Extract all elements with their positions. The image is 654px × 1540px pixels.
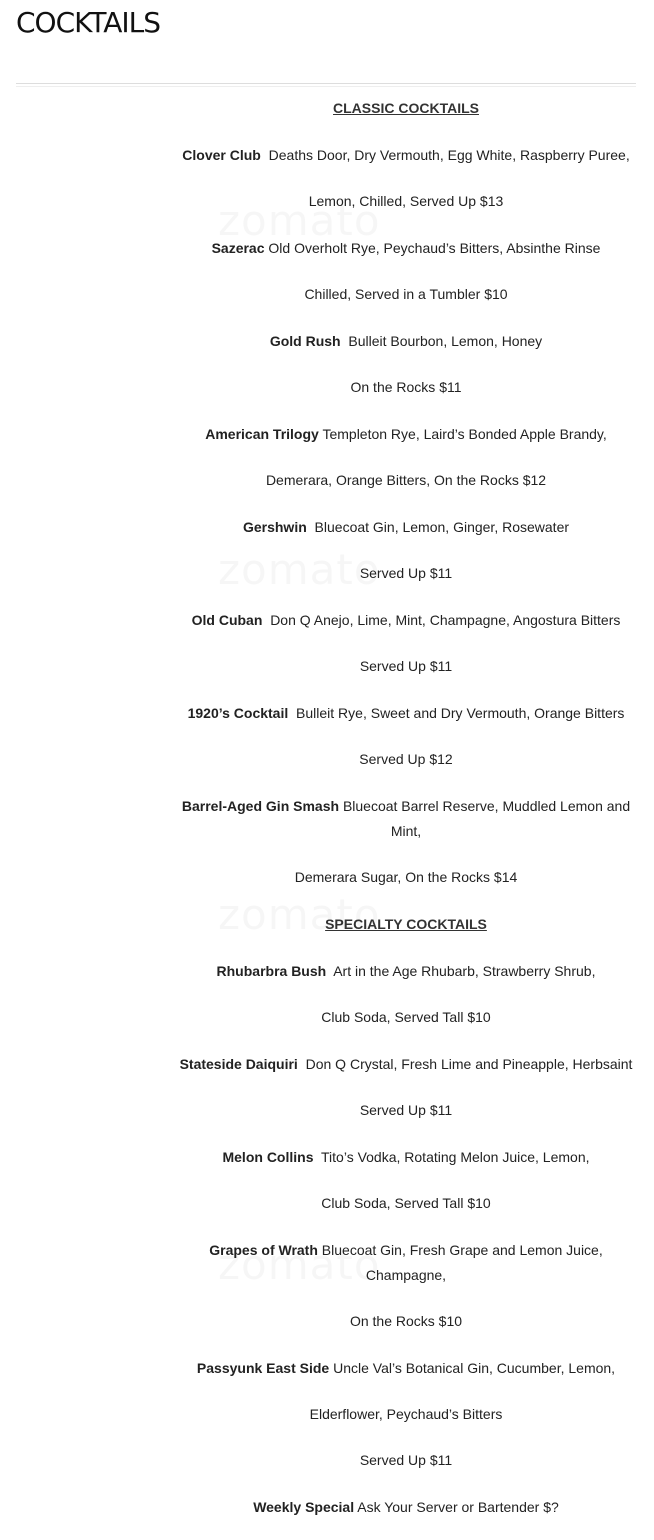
- item-description: Old Overholt Rye, Peychaud’s Bitters, Absinthe Rinse: [268, 240, 601, 256]
- item-detail: Lemon, Chilled, Served Up $13: [308, 193, 504, 209]
- item-name: 1920’s Cocktail: [187, 705, 289, 721]
- menu-item-clover-club: [176, 143, 636, 168]
- item-detail: Served Up $11: [359, 1452, 453, 1468]
- item-name: Passyunk East Side: [196, 1360, 330, 1376]
- item-description: Bluecoat Gin, Fresh Grape and Lemon Juice,: [321, 1242, 603, 1258]
- menu-item-sazerac: [176, 236, 636, 261]
- menu-item-gershwin: [176, 515, 636, 540]
- menu-item-passyunk-east-side: [176, 1356, 636, 1381]
- item-description-wrap: Mint,: [390, 823, 422, 839]
- menu-item-gold-rush: [176, 329, 636, 354]
- item-description: Bluecoat Gin, Lemon, Ginger, Rosewater: [314, 519, 570, 535]
- menu-item-american-trilogy: [176, 422, 636, 447]
- item-name: Sazerac: [211, 240, 265, 256]
- item-detail: Served Up $12: [359, 751, 453, 767]
- item-name: Old Cuban: [191, 612, 263, 628]
- item-description: Art in the Age Rhubarb, Strawberry Shrub,: [333, 963, 596, 979]
- menu-item-stateside-daiquiri: [176, 1052, 636, 1077]
- item-name: Stateside Daiquiri: [179, 1056, 298, 1072]
- item-detail: Chilled, Served in a Tumbler $10: [304, 286, 508, 302]
- item-description-wrap: Champagne,: [365, 1267, 447, 1283]
- menu-item-barrel-aged-gin-smash: [176, 794, 636, 819]
- item-detail: Demerara Sugar, On the Rocks $14: [294, 869, 518, 885]
- item-name: Melon Collins: [222, 1149, 314, 1165]
- item-detail: Demerara, Orange Bitters, On the Rocks $12: [265, 472, 547, 488]
- item-detail: On the Rocks $11: [350, 379, 462, 395]
- item-description: Ask Your Server or Bartender $?: [357, 1499, 559, 1515]
- item-name: Clover Club: [182, 147, 261, 163]
- section-heading-classic: CLASSIC COCKTAILS: [333, 100, 479, 116]
- item-detail: Served Up $11: [359, 658, 453, 674]
- item-description: Deaths Door, Dry Vermouth, Egg White, Raspberry Puree,: [268, 147, 630, 163]
- item-name: Gershwin: [242, 519, 307, 535]
- item-description: Tito’s Vodka, Rotating Melon Juice, Lemon,: [321, 1149, 590, 1165]
- item-description: Uncle Val’s Botanical Gin, Cucumber, Lemon,: [333, 1360, 616, 1376]
- item-detail: On the Rocks $10: [349, 1313, 463, 1329]
- item-detail: Served Up $11: [359, 1102, 453, 1118]
- menu-item-melon-collins: [176, 1145, 636, 1170]
- item-description: Bluecoat Barrel Reserve, Muddled Lemon and: [342, 798, 631, 814]
- item-detail: Elderflower, Peychaud’s Bitters: [309, 1406, 503, 1422]
- menu-item-rhubarbra-bush: [176, 959, 636, 984]
- menu-item-grapes-of-wrath: [176, 1238, 636, 1263]
- page-title: COCKTAILS: [16, 6, 161, 39]
- menu-item-old-cuban: [176, 608, 636, 633]
- item-name: Barrel-Aged Gin Smash: [181, 798, 340, 814]
- item-detail: Club Soda, Served Tall $10: [321, 1009, 491, 1025]
- title-divider: [16, 83, 636, 87]
- menu-item-weekly-special: [176, 1495, 636, 1520]
- item-detail: Served Up $11: [359, 565, 453, 581]
- item-name: Gold Rush: [269, 333, 341, 349]
- item-description: Bulleit Rye, Sweet and Dry Vermouth, Orange Bitters: [296, 705, 625, 721]
- item-name: Weekly Special: [253, 1499, 355, 1515]
- item-description: Don Q Crystal, Fresh Lime and Pineapple, Herbsaint: [305, 1056, 633, 1072]
- item-description: Don Q Anejo, Lime, Mint, Champagne, Angostura Bitters: [270, 612, 621, 628]
- item-description: Templeton Rye, Laird’s Bonded Apple Brandy,: [322, 426, 607, 442]
- item-name: Grapes of Wrath: [209, 1242, 318, 1258]
- item-description: Bulleit Bourbon, Lemon, Honey: [348, 333, 543, 349]
- section-heading-specialty: SPECIALTY COCKTAILS: [325, 916, 487, 932]
- item-detail: Club Soda, Served Tall $10: [321, 1195, 491, 1211]
- item-name: American Trilogy: [205, 426, 319, 442]
- item-name: Rhubarbra Bush: [216, 963, 327, 979]
- menu-item-1920s-cocktail: [176, 701, 636, 726]
